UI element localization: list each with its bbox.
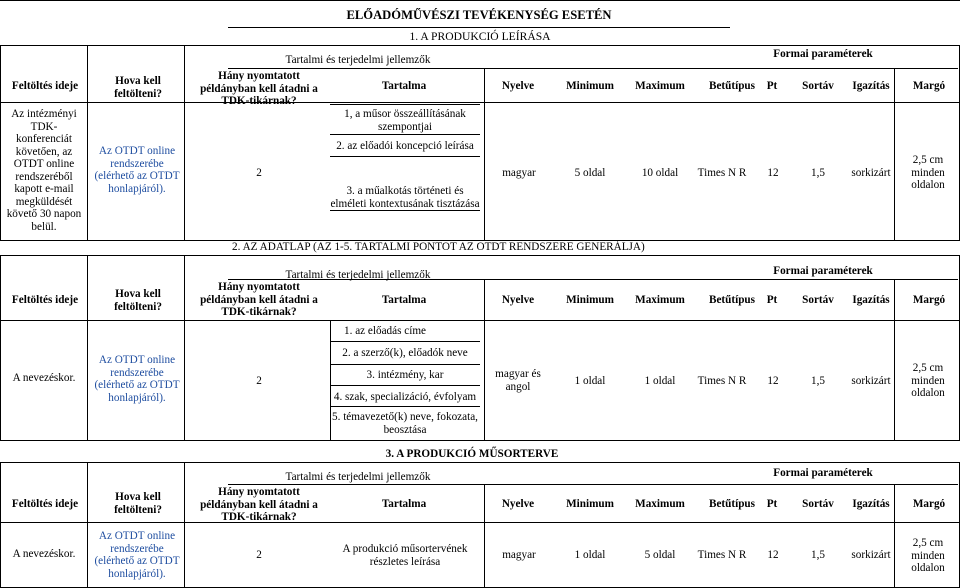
s3-maximum-value: 5 oldal (644, 549, 676, 561)
s1-group-formai: Formai paraméterek (773, 48, 873, 60)
s3-sortav-value: 1,5 (811, 549, 825, 561)
s3-col-igazitas: Igazítás (852, 498, 890, 510)
s1-col-maximum: Maximum (635, 80, 685, 92)
s1-col-hova: Hova kell feltölteni? (114, 75, 162, 100)
s1-tartalma-item-2: 2. az előadói koncepció leírása (336, 140, 474, 152)
s2-col-tartalma: Tartalma (381, 294, 427, 306)
s2-maximum-value: 1 oldal (644, 375, 676, 387)
s3-igazitas-value: sorkizárt (851, 549, 891, 561)
s1-pt-value: 12 (767, 167, 779, 179)
s1-col-hany: Hány nyomtatott példányban kell átadni a TDK-tikárnak? (200, 70, 318, 107)
s1-tartalma-item-1: 1, a műsor összeállításának szempontjai (344, 108, 466, 133)
s2-margo-value: 2,5 cm minden oldalon (911, 362, 945, 399)
s1-igazitas-value: sorkizárt (851, 167, 891, 179)
s2-group-formai: Formai paraméterek (773, 265, 873, 277)
s2-group-tartalmi: Tartalmi és terjedelmi jellemzők (285, 269, 431, 281)
s1-nyelve-value: magyar (502, 167, 536, 179)
s1-betutipus-value: Times N R (697, 167, 747, 179)
s2-col-maximum: Maximum (635, 294, 685, 306)
s2-hany-value: 2 (256, 375, 262, 387)
s2-betutipus-value: Times N R (697, 375, 747, 387)
s3-col-pt: Pt (766, 498, 778, 510)
s3-col-margo: Margó (912, 498, 946, 510)
s2-col-igazitas: Igazítás (852, 294, 890, 306)
s1-maximum-value: 10 oldal (641, 167, 679, 179)
s3-col-hova: Hova kell feltölteni? (114, 491, 162, 516)
s1-feltoltes-value: Az intézményi TDK-konferenciát követően, az OTDT online rendszeréből kapott e-mail megküldését követő 30 napon belül. (6, 108, 82, 233)
s2-pt-value: 12 (767, 375, 779, 387)
s1-minimum-value: 5 oldal (574, 167, 606, 179)
s2-col-minimum: Minimum (566, 294, 614, 306)
s3-pt-value: 12 (767, 549, 779, 561)
s1-col-minimum: Minimum (566, 80, 614, 92)
s3-tartalma-item-1: A produkció műsortervének részletes leírása (342, 543, 468, 568)
s3-col-minimum: Minimum (566, 498, 614, 510)
s2-col-hova: Hova kell feltölteni? (114, 288, 162, 313)
s1-col-margo: Margó (912, 80, 946, 92)
s2-col-sortav: Sortáv (802, 294, 834, 306)
s1-sortav-value: 1,5 (811, 167, 825, 179)
s2-hova-value: Az OTDT online rendszerébe (elérhető az OTDT honlapjáról). (94, 354, 180, 404)
s2-tartalma-item-3: 3. intézmény, kar (366, 369, 444, 381)
s2-minimum-value: 1 oldal (574, 375, 606, 387)
main-title: ELŐADÓMŰVÉSZI TEVÉKENYSÉG ESETÉN (346, 8, 612, 22)
s1-hova-value: Az OTDT online rendszerébe (elérhető az OTDT honlapjáról). (94, 145, 180, 195)
s3-col-sortav: Sortáv (802, 498, 834, 510)
s2-col-feltoltes: Feltöltés ideje (11, 294, 79, 306)
s3-feltoltes-value: A nevezéskor. (12, 548, 76, 560)
s2-tartalma-item-1: 1. az előadás címe (344, 325, 426, 337)
s1-hany-value: 2 (256, 167, 262, 179)
s2-tartalma-item-2: 2. a szerző(k), előadók neve (342, 347, 468, 359)
s1-tartalma-item-3: 3. a műalkotás történeti és elméleti kontextusának tisztázása (330, 185, 480, 210)
s3-col-betutipus: Betűtípus (708, 498, 756, 510)
s2-col-margo: Margó (912, 294, 946, 306)
s1-col-nyelve: Nyelve (501, 80, 535, 92)
section-1-heading: 1. A PRODUKCIÓ LEÍRÁSA (409, 30, 551, 43)
s2-tartalma-item-4: 4. szak, specializáció, évfolyam (333, 391, 477, 403)
s3-col-hany: Hány nyomtatott példányban kell átadni a TDK-tikárnak? (200, 486, 318, 523)
s2-nyelve-value: magyar és angol (495, 368, 541, 393)
s3-hova-value: Az OTDT online rendszerébe (elérhető az OTDT honlapjáról). (94, 530, 180, 580)
s2-col-hany: Hány nyomtatott példányban kell átadni a TDK-tikárnak? (200, 281, 318, 318)
s1-margo-value: 2,5 cm minden oldalon (911, 154, 945, 191)
s3-hany-value: 2 (256, 549, 262, 561)
s1-col-pt: Pt (766, 80, 778, 92)
s2-sortav-value: 1,5 (811, 375, 825, 387)
top-rule (0, 0, 960, 1)
s2-col-pt: Pt (766, 294, 778, 306)
s3-minimum-value: 1 oldal (574, 549, 606, 561)
s3-col-nyelve: Nyelve (501, 498, 535, 510)
s3-col-tartalma: Tartalma (381, 498, 427, 510)
section-3-heading: 3. A PRODUKCIÓ MŰSORTERVE (385, 448, 559, 460)
s1-col-betutipus: Betűtípus (708, 80, 756, 92)
s1-col-sortav: Sortáv (802, 80, 834, 92)
s1-col-feltoltes: Feltöltés ideje (11, 80, 79, 92)
s1-group-tartalmi: Tartalmi és terjedelmi jellemzők (285, 54, 431, 66)
s1-col-tartalma: Tartalma (381, 80, 427, 92)
s3-nyelve-value: magyar (502, 549, 536, 561)
s3-group-tartalmi: Tartalmi és terjedelmi jellemzők (285, 471, 431, 483)
s2-tartalma-item-5: 5. témavezető(k) neve, fokozata, beosztása (332, 411, 478, 436)
s1-col-igazitas: Igazítás (852, 80, 890, 92)
s3-betutipus-value: Times N R (697, 549, 747, 561)
title-underline (228, 27, 730, 28)
s2-col-betutipus: Betűtípus (708, 294, 756, 306)
section-2-heading: 2. AZ ADATLAP (AZ 1-5. TARTALMI PONTOT AZ OTDT RENDSZERE GENERÁLJA) (232, 241, 645, 253)
s2-igazitas-value: sorkizárt (851, 375, 891, 387)
s3-col-feltoltes: Feltöltés ideje (11, 498, 79, 510)
s2-feltoltes-value: A nevezéskor. (12, 372, 76, 384)
s3-col-maximum: Maximum (635, 498, 685, 510)
s2-col-nyelve: Nyelve (501, 294, 535, 306)
s3-margo-value: 2,5 cm minden oldalon (911, 537, 945, 574)
s3-group-formai: Formai paraméterek (773, 467, 873, 479)
